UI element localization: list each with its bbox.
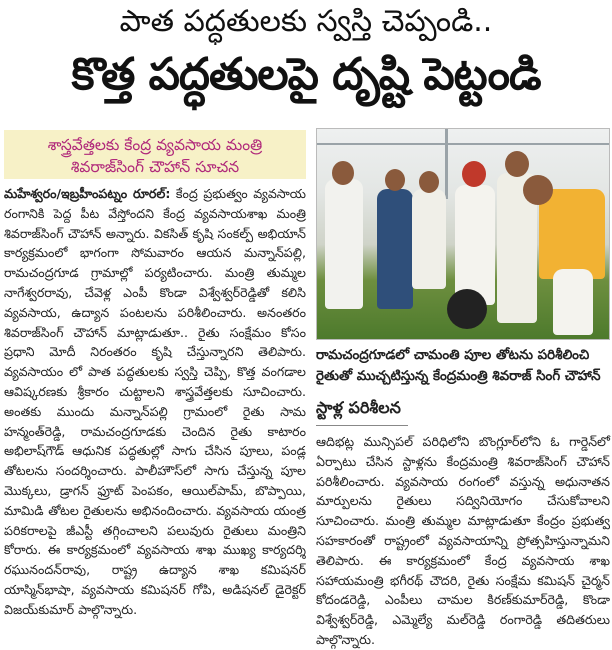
left-column (4, 130, 306, 620)
farmer-figure (447, 289, 487, 329)
person-figure (325, 179, 363, 309)
person-head (419, 171, 439, 193)
greenhouse-pole (445, 129, 448, 199)
person-head (332, 161, 354, 185)
caption-line-2: రైతుతో ముచ్చటిస్తున్న కేంద్రమంత్రి శివరాజ్ సింగ్ చౌహాన్ (316, 369, 601, 384)
minister-figure (539, 189, 605, 279)
article-body-right: ఆదిభట్ల మున్సిపల్ పరిధిలోని బొంగ్లూర్‌లోని ఓ గార్డెన్‌లో ఏర్పాటు చేసిన స్టాళ్లను కేంద్రమంత్రి శివరాజ్‌సింగ్ చౌహాన్ పరిశీలించారు. వ్యవసాయ రంగంలో వస్తున్న అధునాతన మార్పులను రైతులు సద్వినియోగం చేసుకోవాలని సూచించారు. మంత్రి తుమ్మల మాట్లాడుతూ కేంద్రం ప్రభుత్వ సహకారంతో రాష్ట్రంలో వ్యవసాయాన్ని ప్రోత్సహిస్తున్నామని తెలిపారు. ఈ కార్యక్రమంలో కేంద్ర వ్యవసాయ శాఖ సహాయమంత్రి భగీరథ్ చౌదరి, రైతు సంక్షేమ కమిషన్ చైర్మన్ కోదండరెడ్డి, ఎంపీలు చామల కిరణ్‌కుమార్‌రెడ్డి, కొండా విశ్వేశ్వర్‌రెడ్డి, ఎమ్మెల్యే మల్‌రెడ్డి రంగారెడ్డి తదితరులు పాల్గొన్నారు. (316, 434, 610, 647)
headline-line-1: పాత పద్ధతులకు స్వస్తి చెప్పండి.. (119, 4, 493, 39)
right-column (316, 128, 610, 650)
subhead-line-1: శాస్త్రవేత్తలకు కేంద్ర వ్యవసాయ మంత్రి (47, 136, 263, 154)
person-figure (455, 185, 495, 305)
section-title: స్టాళ్ల పరిశీలన (316, 397, 408, 426)
person-figure (377, 189, 413, 309)
article-body-left-text: కేంద్ర ప్రభుత్వం వ్యవసాయ రంగానికి పెద్ద పీట వేస్తోందని కేంద్ర వ్యవసాయశాఖ మంత్రి శివరాజ్‌సింగ్ చౌహాన్ అన్నారు. వికసిత్ కృషి సంకల్ప్ అభియాన్ కార్యక్రమంలో భాగంగా సోమవారం ఆయన మన్నాన్‌పల్లి, రామచంద్రగూడ గ్రామాల్లో పర్యటించారు. మంత్రి తుమ్మల నాగేశ్వరరావు, చేవెళ్ల ఎంపీ కొండా విశ్వేశ్వర్‌రెడ్డితో కలిసి వ్యవసాయ, ఉద్యాన పంటలను పరిశీలించారు. అనంతరం శివరాజ్‌సింగ్ చౌహాన్ మాట్లాడుతూ.. రైతు సంక్షేమం కోసం ప్రధాని మోదీ నిరంతరం కృషి చేస్తున్నారని తెలిపారు. వ్యవసాయం లో పాత పద్ధతులకు స్వస్తి చెప్పి, కొత్త వంగడాల ఆవిష్కరణకు శ్రీకారం చుట్టాలని శాస్త్రవేత్తలకు సూచించారు. అంతకు ముందు మన్నాన్‌పల్లి గ్రామంలో రైతు సామ హన్మంత్‌రెడ్డి, రామచంద్రగూడకు చెందిన రైతు కాటారం అభిలాష్‌గౌడ్ ఆధునిక పద్ధతుల్లో సాగు చేసిన పూలు, పండ్ల తోటలను సందర్శించారు. పాలీహౌస్‌లో సాగు చేస్తున్న పూల మొక్కలు, డ్రాగన్ ఫ్రూట్ పెంపకం, ఆయిల్‌పామ్, బొప్పాయి, మామిడి తోటల రైతులను అభినందించారు. వ్యవసాయ యంత్ర పరికరాలపై జీఎస్టీ తగ్గించాలని పలువురు రైతులు మంత్రిని కోరారు. ఈ కార్యక్రమంలో వ్యవసాయ శాఖ ముఖ్య కార్యదర్శి రఘునందన్‌రావు, రాష్ట్ర ఉద్యాన శాఖ కమిషనర్ యాస్మిన్‌భాషా, వ్యవసాయ కమిషనర్ గోపి, అడిషనల్ డైరెక్టర్ విజయ్‌కుమార్ పాల్గొన్నారు. (4, 186, 306, 617)
minister-legs (553, 269, 593, 335)
news-photo (316, 128, 610, 340)
person-head (385, 169, 405, 191)
person-figure (412, 189, 446, 289)
greenhouse-frame (317, 143, 609, 145)
caption-line-1: రామచంద్రగూడలో చామంతి పూల తోటను పరిశీలించి (316, 348, 590, 363)
turban-head (462, 161, 486, 187)
minister-head (523, 175, 553, 205)
person-head (505, 151, 529, 177)
subhead-line-2: శివరాజ్‌సింగ్ చౌహాన్ సూచన (70, 158, 240, 176)
article-body-left (4, 184, 306, 620)
headline-line-2: కొత్త పద్ధతులపై దృష్టి పెట్టండి (71, 49, 541, 100)
dateline: మహేశ్వరం/ఇబ్రహీంపట్నం రూరల్: (4, 186, 171, 201)
photo-caption (316, 345, 610, 387)
subhead-box (4, 130, 306, 179)
